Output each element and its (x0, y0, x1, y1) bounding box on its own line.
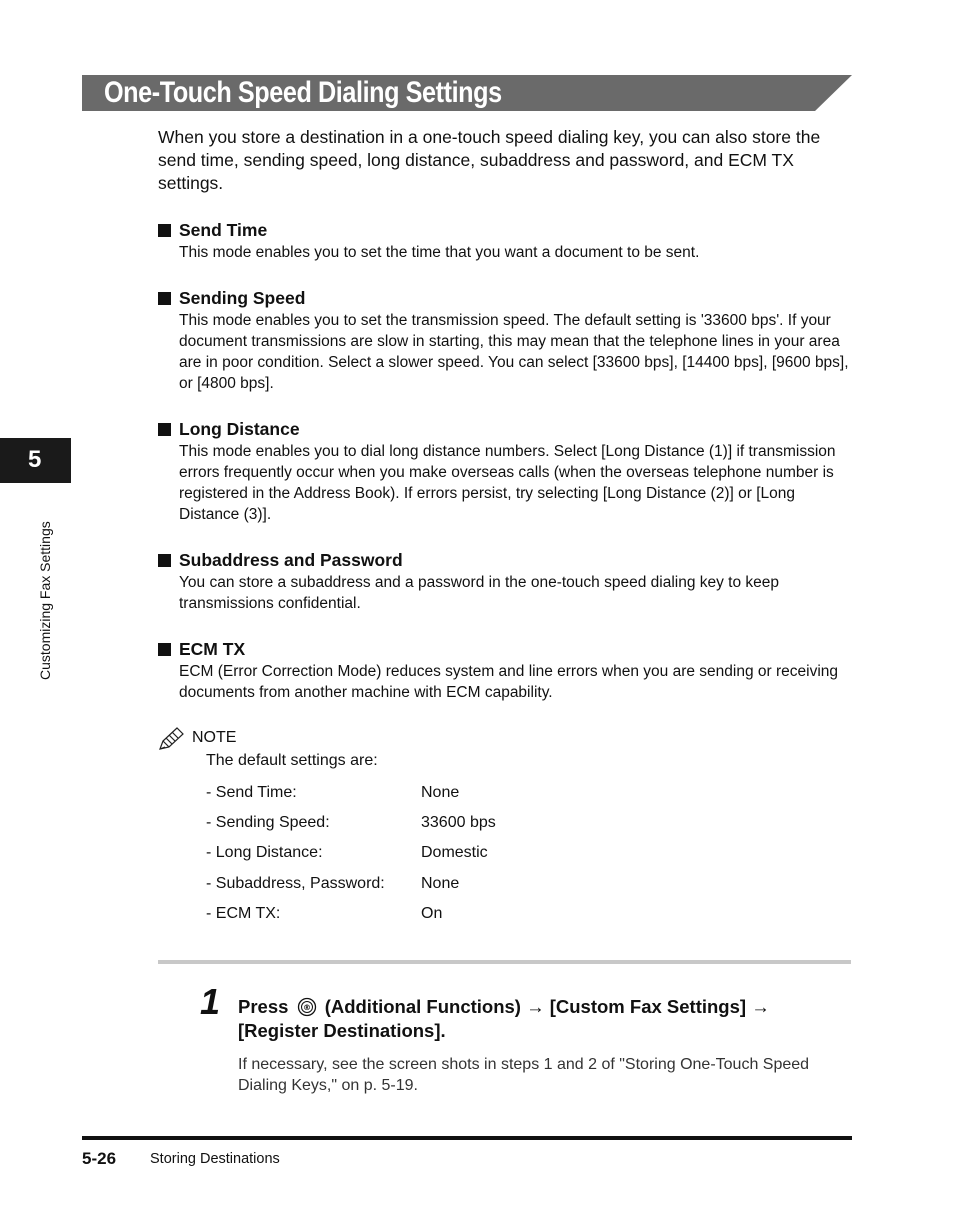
setting-name: - ECM TX: (206, 905, 281, 922)
section-sending-speed (158, 287, 858, 394)
section-heading: Send Time (179, 220, 268, 240)
chapter-number: 5 (28, 446, 42, 473)
svg-text:®: ® (302, 1003, 311, 1012)
default-setting-row (206, 843, 606, 863)
square-bullet-icon (158, 643, 171, 656)
default-setting-row (206, 874, 606, 894)
section-ecm-tx (158, 638, 858, 703)
chapter-side-label: Customizing Fax Settings (37, 521, 53, 680)
section-heading: Sending Speed (179, 288, 306, 308)
section-body: This mode enables you to set the time that you want a document to be sent. (179, 244, 700, 261)
section-subaddress-password (158, 549, 858, 614)
step-number: 1 (200, 981, 221, 1022)
section-body: ECM (Error Correction Mode) reduces system and line errors when you are sending or receiving documents from another machine with ECM capability. (179, 663, 839, 701)
square-bullet-icon (158, 554, 171, 567)
step-detail: If necessary, see the screen shots in steps 1 and 2 of "Storing One-Touch Speed Dialing Keys," on p. 5-19. (238, 1056, 810, 1094)
square-bullet-icon (158, 224, 171, 237)
setting-name: - Long Distance: (206, 844, 323, 861)
note-intro: The default settings are: (206, 752, 378, 769)
step-instruction (238, 995, 853, 1043)
additional-functions-button-icon (297, 997, 317, 1017)
footer-rule (82, 1136, 852, 1140)
default-setting-row (206, 813, 606, 833)
section-heading: Long Distance (179, 419, 300, 439)
section-body: You can store a subaddress and a password in the one-touch speed dialing key to keep transmissions confidential. (179, 574, 780, 612)
step-instruction-text: (Additional Functions) → [Custom Fax Settings] → [Register Destinations]. (238, 996, 770, 1041)
setting-value: On (421, 905, 443, 922)
default-setting-row (206, 904, 606, 924)
square-bullet-icon (158, 292, 171, 305)
section-long-distance (158, 418, 858, 525)
setting-name: - Send Time: (206, 784, 297, 801)
note-label: NOTE (192, 729, 237, 746)
section-send-time (158, 219, 858, 263)
divider (158, 960, 851, 964)
intro-paragraph: When you store a destination in a one-touch speed dialing key, you can also store the send time, sending speed, long distance, subaddress and password, and ECM TX settings. (158, 127, 821, 193)
pencil-note-icon (157, 726, 185, 752)
default-setting-row (206, 783, 606, 803)
footer-chapter-title: Storing Destinations (150, 1151, 280, 1167)
setting-value: None (421, 875, 460, 892)
square-bullet-icon (158, 423, 171, 436)
step-press-word: Press (238, 996, 289, 1017)
setting-value: 33600 bps (421, 814, 496, 831)
page-number: 5-26 (82, 1149, 117, 1168)
section-body: This mode enables you to set the transmission speed. The default setting is '33600 bps'. If your document transmissions are slow in starting, this may mean that the telephone lines in your area are in poor condition. Select a slower speed. You can select [33600 bps], [14400 bps], [9600 bps], or [4800 bps]. (179, 312, 849, 392)
setting-name: - Subaddress, Password: (206, 875, 385, 892)
setting-value: None (421, 784, 460, 801)
setting-value: Domestic (421, 844, 488, 861)
section-heading: ECM TX (179, 639, 246, 659)
setting-name: - Sending Speed: (206, 814, 330, 831)
page-title: One-Touch Speed Dialing Settings (104, 76, 502, 109)
section-heading: Subaddress and Password (179, 550, 403, 570)
section-body: This mode enables you to dial long distance numbers. Select [Long Distance (1)] if transmission errors frequently occur when you make overseas calls (when the overseas telephone number is registered in the Address Book). If errors persist, try selecting [Long Distance (2)] or [Long Distance (3)]. (179, 443, 836, 523)
